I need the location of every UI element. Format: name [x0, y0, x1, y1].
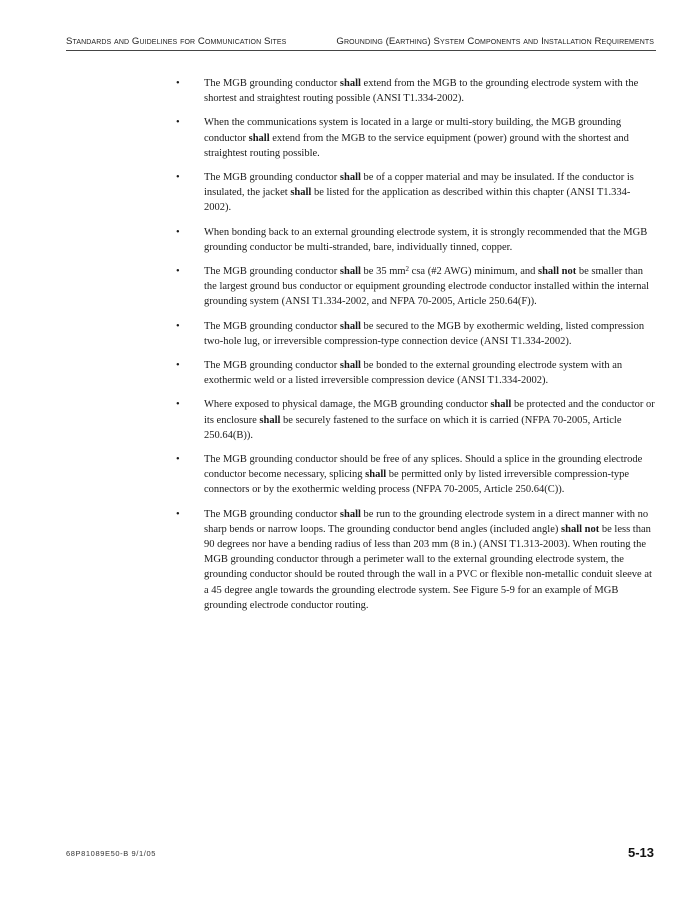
bold-keyword: shall — [339, 320, 361, 332]
bullet-item — [176, 76, 656, 106]
bullet-text: be bonded to the external grounding electrode system with an exothermic weld or a listed irreversible compression device (ANSI T1.334-2002). — [204, 360, 623, 387]
bullet-dot-icon: • — [176, 454, 180, 466]
bullet-dot-icon: • — [176, 117, 180, 129]
bullet-list — [176, 76, 656, 613]
bullet-text: be protected and the conductor or its enclosure — [204, 399, 655, 426]
bullet-text: The MGB grounding conductor — [204, 320, 340, 332]
bullet-dot-icon: • — [176, 399, 180, 411]
bullet-text: The MGB grounding conductor — [204, 360, 340, 372]
bold-keyword: shall — [365, 469, 387, 481]
bullet-dot-icon: • — [176, 360, 180, 372]
bullet-dot-icon: • — [176, 508, 180, 520]
bullet-text: be securely fastened to the surface on which it is carried (NFPA 70-2005, Article 250.64(B)). — [204, 414, 622, 441]
bullet-text: be smaller than the largest ground bus conductor or equipment grounding electrode conductor installed within the internal grounding system (ANSI T1.334-2002, and NFPA 70-2005, Article 250.64(F)). — [204, 266, 650, 308]
header-left-title: Standards and Guidelines for Communication Sites — [66, 36, 287, 47]
page-footer — [66, 847, 656, 863]
bullet-text: be run to the grounding electrode system in a direct manner with no sharp bends or narrow loops. The grounding conductor bend angles (included angle) — [204, 508, 649, 535]
bullet-dot-icon: • — [176, 320, 180, 332]
bullet-text: csa (#2 AWG) minimum, and — [409, 266, 538, 278]
bold-keyword: shall — [339, 508, 361, 520]
bullet-dot-icon: • — [176, 78, 180, 89]
bullet-text: be permitted only by listed irreversible compression-type connectors or by the exothermic welding process (NFPA 70-2005, Article 250.64(C)). — [204, 469, 630, 496]
bullet-dot-icon: • — [176, 226, 180, 238]
bold-keyword: shall not — [537, 266, 577, 278]
bold-keyword: shall — [339, 172, 361, 184]
bullet-text: The MGB grounding conductor should be free of any splices. Should a splice in the grounding electrode conductor become necessary, splicing — [204, 454, 643, 481]
bullet-item — [176, 170, 656, 216]
bullet-item — [176, 358, 656, 388]
bullet-text: The MGB grounding conductor — [204, 78, 340, 89]
page-header — [66, 36, 656, 50]
bold-keyword: shall — [290, 187, 312, 199]
document-id: 68P81089E50-B 9/1/05 — [66, 849, 156, 858]
bullet-text: The MGB grounding conductor — [204, 266, 340, 278]
bullet-text: be secured to the MGB by exothermic welding, listed compression two-hole lug, or irreversible compression-type connection device (ANSI T1.334-2002). — [204, 320, 645, 347]
bullet-text: Where exposed to physical damage, the MGB grounding conductor — [204, 399, 491, 411]
header-right-title: Grounding (Earthing) System Components and Installation Requirements — [336, 36, 654, 47]
bullet-item — [176, 319, 656, 349]
bold-keyword: shall — [259, 414, 281, 426]
bullet-text: When the communications system is located in a large or multi-story building, the MGB grounding conductor — [204, 117, 622, 144]
bold-keyword: shall — [339, 266, 361, 278]
superscript: 2 — [405, 265, 410, 274]
bullet-dot-icon: • — [176, 266, 180, 278]
bullet-text: be of a copper material and may be insulated. If the conductor is insulated, the jacket — [204, 172, 634, 199]
bullet-text: extend from the MGB to the grounding electrode system with the shortest and straightest routing possible (ANSI T1.334-2002). — [204, 78, 639, 105]
bullet-text: The MGB grounding conductor — [204, 172, 340, 184]
bullet-item — [176, 115, 656, 161]
bullet-item — [176, 452, 656, 498]
bold-keyword: shall — [339, 78, 361, 89]
bullet-item — [176, 397, 656, 443]
bullet-item — [176, 507, 656, 613]
bold-keyword: shall — [490, 399, 512, 411]
bullet-text: When bonding back to an external grounding electrode system, it is strongly recommended that the MGB grounding conductor be multi-stranded, bare, individually tinned, copper. — [204, 226, 648, 253]
bullet-text: be less than 90 degrees nor have a bending radius of less than 203 mm (8 in.) (ANSI T1.313-2003). When routing the MGB grounding conductor through a perimeter wall to the external grounding electrode system, the grounding conductor should be routed through the wall in a PVC or flexible non-metallic conduit sleeve at a 45 degree angle towards the grounding electrode system. See Figure 5-9 for an example of MGB grounding electrode conductor routing. — [204, 523, 652, 611]
page-number: 5-13 — [627, 845, 654, 860]
bullet-text: extend from the MGB to the service equipment (power) ground with the shortest and straightest routing possible. — [204, 132, 629, 159]
bold-keyword: shall — [339, 360, 361, 372]
bullet-item — [176, 225, 656, 255]
bold-keyword: shall not — [561, 523, 600, 535]
bullet-item — [176, 264, 656, 310]
bullet-text: be 35 mm — [360, 266, 406, 278]
bullet-text: be listed for the application as described within this chapter (ANSI T1.334-2002). — [204, 187, 631, 214]
body-content — [176, 76, 656, 622]
header-rule — [66, 50, 656, 51]
bullet-dot-icon: • — [176, 172, 180, 184]
bullet-text: The MGB grounding conductor — [204, 508, 340, 520]
bold-keyword: shall — [248, 132, 270, 144]
